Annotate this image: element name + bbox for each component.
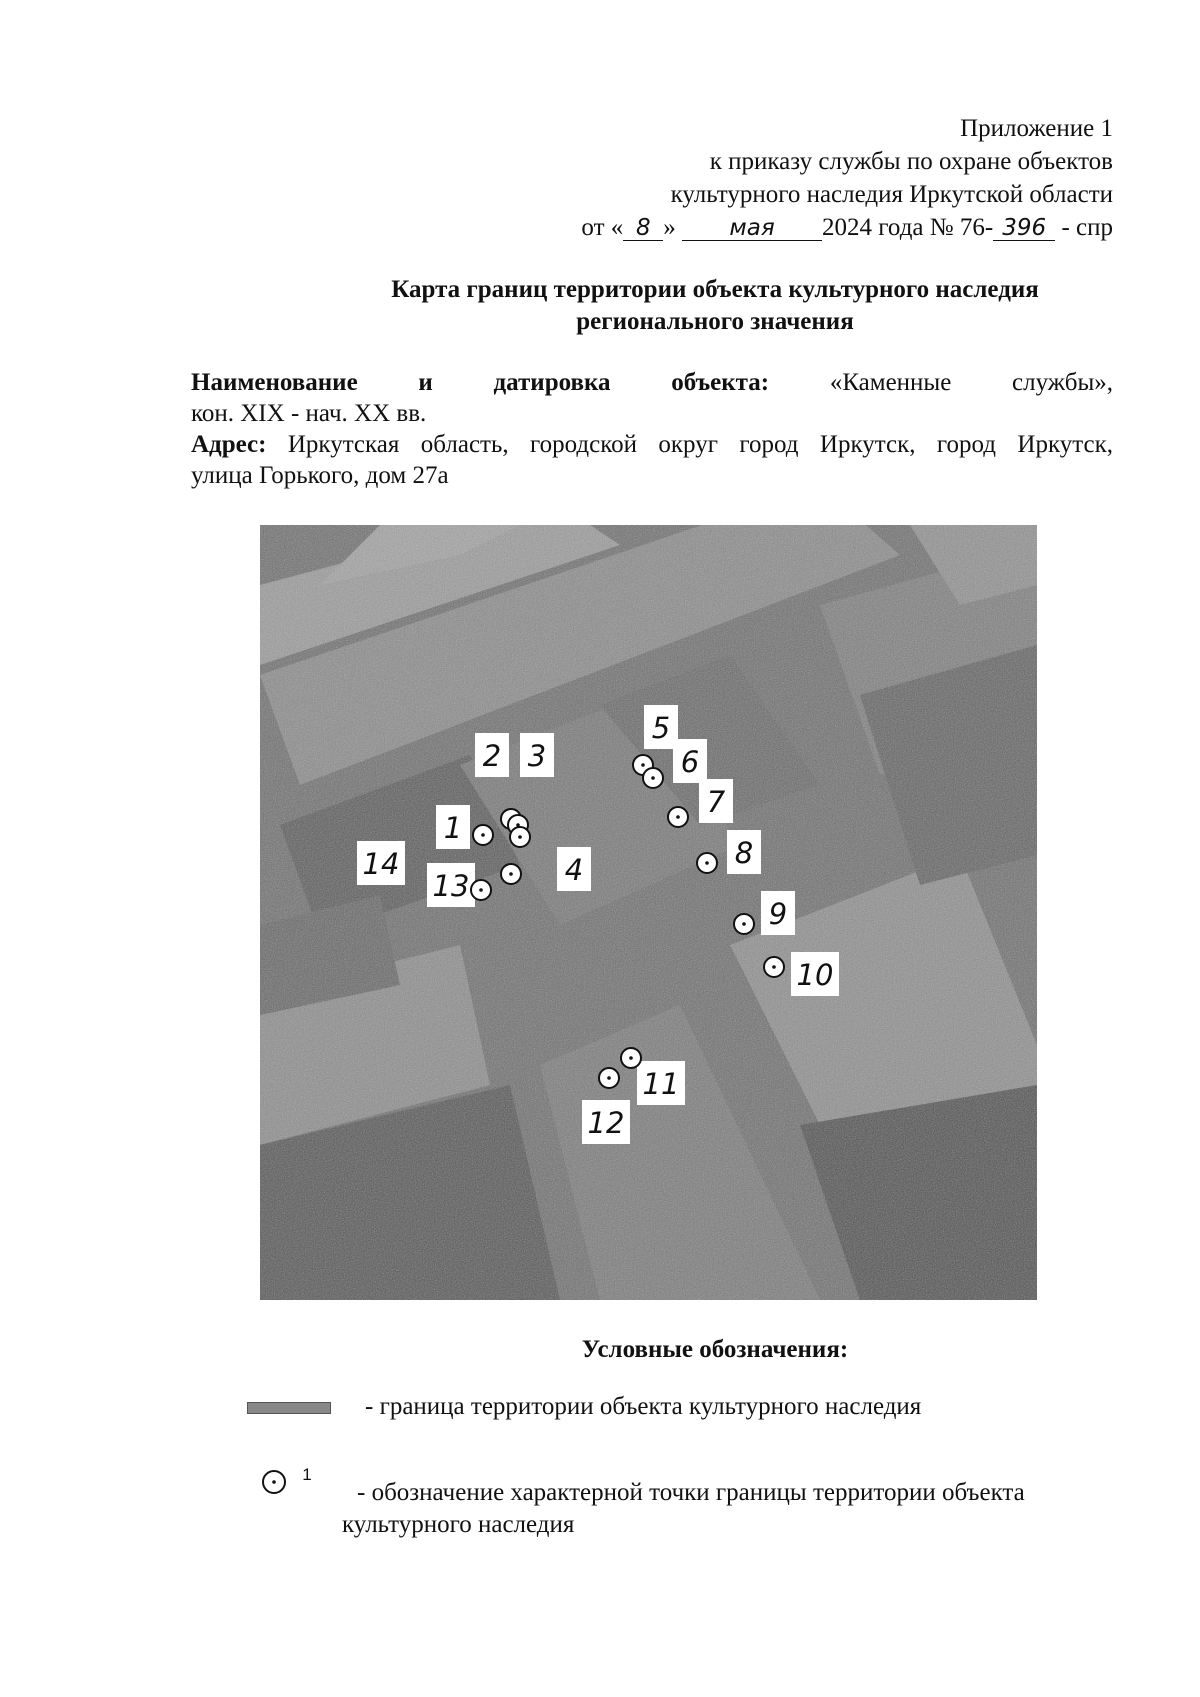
point-number-label: 13 — [432, 869, 470, 903]
point-marker-dot — [629, 1056, 633, 1060]
date-year: 2024 года № 76- — [822, 214, 994, 241]
object-name-line — [191, 367, 1113, 398]
point-marker-dot — [481, 833, 485, 837]
point-number-label: 10 — [796, 958, 834, 992]
point-marker-dot — [479, 888, 483, 892]
point-symbol-sample — [262, 1466, 322, 1502]
date-day: 8 — [623, 216, 663, 241]
date-prefix: от « — [581, 214, 624, 241]
title-line-2: регионального значения — [576, 308, 854, 335]
point-marker-dot — [641, 763, 645, 767]
point-number-label: 12 — [587, 1106, 625, 1140]
legend-point-text-line-2: культурного наследия — [342, 1511, 575, 1538]
address-label: Адрес: — [191, 431, 267, 458]
address-value: Иркутская область, городской округ город Иркутск, город Иркутск, — [287, 431, 1113, 458]
point-number-label: 5 — [651, 711, 671, 745]
legend-point-text — [342, 1477, 1137, 1541]
address-line-2: улица Горького, дом 27а — [191, 462, 449, 489]
legend-boundary-text: - граница территории объекта культурного наследия — [365, 1393, 922, 1420]
object-dating: кон. XIX - нач. XX вв. — [191, 400, 427, 427]
point-marker-dot — [651, 776, 655, 780]
object-name-value: «Каменные службы», — [829, 369, 1113, 396]
date-month: мая — [682, 216, 822, 241]
point-number-label: 2 — [482, 739, 502, 773]
point-number-label: 7 — [706, 785, 726, 819]
document-title — [0, 274, 1200, 338]
point-number-label: 6 — [680, 745, 700, 779]
object-info — [191, 367, 1113, 491]
point-number-label: 3 — [527, 739, 547, 773]
legend-title: Условные обозначения: — [581, 1336, 849, 1363]
boundary-line-swatch — [247, 1402, 331, 1414]
point-number-label: 8 — [734, 836, 754, 870]
appendix-date-line — [581, 211, 1113, 244]
appendix-header — [581, 112, 1113, 244]
doc-suffix: - спр — [1061, 214, 1113, 241]
appendix-line-3: культурного наследия Иркутской области — [670, 181, 1113, 208]
document-number: 396 — [993, 216, 1055, 241]
address-line-1 — [191, 429, 1113, 460]
point-number-label: 11 — [642, 1067, 680, 1101]
point-marker-dot — [705, 861, 709, 865]
point-number-label: 14 — [362, 847, 400, 881]
object-name-label: Наименование и датировка объекта: — [191, 369, 770, 396]
point-number-label: 1 — [443, 811, 463, 845]
point-marker-dot — [742, 922, 746, 926]
point-marker-dot — [772, 965, 776, 969]
point-marker-dot — [509, 872, 513, 876]
point-sample-label: 1 — [302, 1466, 312, 1484]
point-marker-dot — [518, 835, 522, 839]
aerial-map-image — [260, 525, 1037, 1300]
point-number-label: 4 — [564, 853, 584, 887]
point-number-label: 9 — [768, 897, 788, 931]
legend-point-text-line-1: - обозначение характерной точки границы территории объекта — [357, 1479, 1025, 1506]
title-line-1: Карта границ территории объекта культурного наследия — [391, 276, 1039, 303]
date-mid: » — [663, 214, 676, 241]
point-marker-dot — [676, 815, 680, 819]
appendix-line-1: Приложение 1 — [960, 115, 1113, 142]
appendix-line-2: к приказу службы по охране объектов — [709, 148, 1113, 175]
boundary-map — [260, 525, 1037, 1300]
point-marker-dot — [607, 1076, 611, 1080]
